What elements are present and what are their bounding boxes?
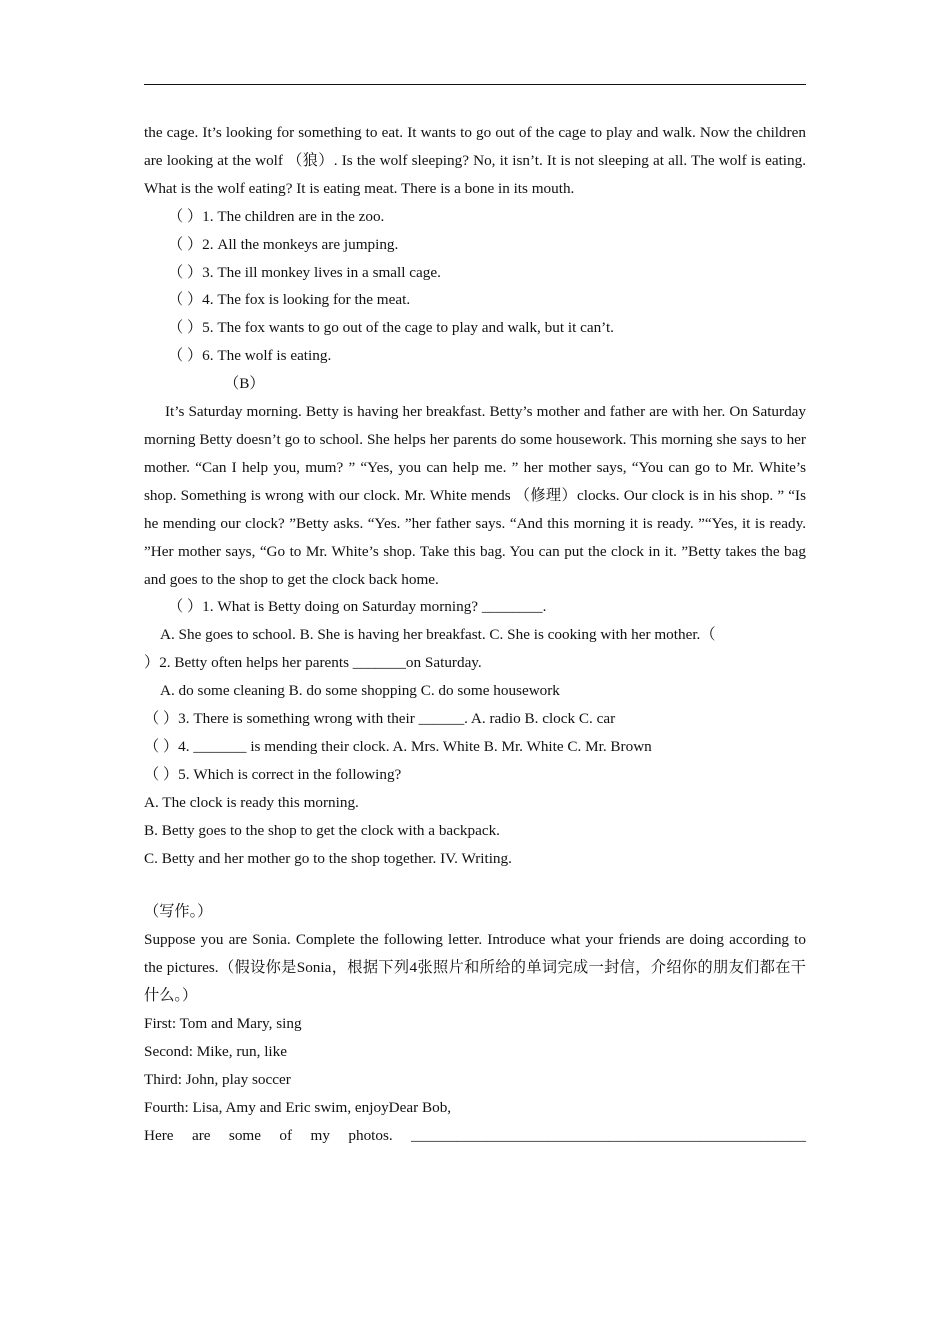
true-false-item: （ ）2. All the monkeys are jumping. xyxy=(168,235,399,253)
question-2-options: A. do some cleaning B. do some shopping C. do some housework xyxy=(160,682,560,700)
true-false-item: （ ）6. The wolf is eating. xyxy=(168,347,332,365)
section-b-heading: （B） xyxy=(224,375,265,393)
writing-prompt-line: Third: John, play soccer xyxy=(144,1070,291,1088)
passage-b-paragraph: It’s Saturday morning. Betty is having her breakfast. Betty’s mother and father are with her. On Saturday morning Betty doesn’t go to school. She helps her parents do some housework. This morning she says to her mother. “Can I help you, mum? ” “Yes, you can help me. ” her mother says, “You can go to Mr. White’s shop. Something is wrong with our clock. Mr. White mends （修理）clocks. Our clock is in his shop. ” “Is he mending our clock? ”Betty asks. “Yes. ”her father says. “And this morning it is ready. ”“Yes, it is ready. ”Her mother says, “Go to Mr. White’s shop. Take this bag. You can put the clock in it. ”Betty takes the bag and goes to the shop to get the clock back home. xyxy=(144,403,806,588)
question-5-option-a: A. The clock is ready this morning. xyxy=(144,793,359,811)
question-1-options: A. She goes to school. B. She is having her breakfast. C. She is cooking with her mother.（ xyxy=(160,626,716,644)
true-false-item: （ ）5. The fox wants to go out of the cage to play and walk, but it can’t. xyxy=(168,319,614,337)
question-5-option-b: B. Betty goes to the shop to get the clock with a backpack. xyxy=(144,821,500,839)
question-5: （ ）5. Which is correct in the following? xyxy=(144,765,402,783)
document-body xyxy=(144,119,806,1150)
question-5-option-c: C. Betty and her mother go to the shop together. IV. Writing. xyxy=(144,849,512,867)
writing-instruction: Suppose you are Sonia. Complete the following letter. Introduce what your friends are doing according to the pictures.（假设你是Sonia，根据下列4张照片和所给的单词完成一封信，介绍你的朋友们都在干什么。） xyxy=(144,931,806,1005)
writing-heading: （写作。） xyxy=(144,903,213,921)
header-rule xyxy=(144,84,806,85)
letter-opening-line: Here are some of my photos. ____________________________________________________ xyxy=(144,1126,806,1144)
writing-prompt-line: Fourth: Lisa, Amy and Eric swim, enjoyDear Bob, xyxy=(144,1098,452,1116)
true-false-item: （ ）4. The fox is looking for the meat. xyxy=(168,291,411,309)
true-false-item: （ ）1. The children are in the zoo. xyxy=(168,207,385,225)
true-false-item: （ ）3. The ill monkey lives in a small cage. xyxy=(168,263,441,281)
question-3: （ ）3. There is something wrong with their ______. A. radio B. clock C. car xyxy=(144,710,616,728)
section-spacer xyxy=(144,872,806,898)
question-2: ）2. Betty often helps her parents _______on Saturday. xyxy=(144,654,482,672)
passage-a-questions xyxy=(144,203,806,370)
writing-prompt-line: First: Tom and Mary, sing xyxy=(144,1015,302,1033)
writing-prompt-line: Second: Mike, run, like xyxy=(144,1043,287,1060)
question-4: （ ）4. _______ is mending their clock. A. Mrs. White B. Mr. White C. Mr. Brown xyxy=(144,737,652,755)
question-1: （ ）1. What is Betty doing on Saturday morning? ________. xyxy=(168,598,547,616)
passage-a-paragraph: the cage. It’s looking for something to eat. It wants to go out of the cage to play and walk. Now the children are looking at the wolf （狼）. Is the wolf sleeping? No, it isn’t. It is not sleeping at all. The wolf is eating. What is the wolf eating? It is eating meat. There is a bone in its mouth. xyxy=(144,124,806,197)
